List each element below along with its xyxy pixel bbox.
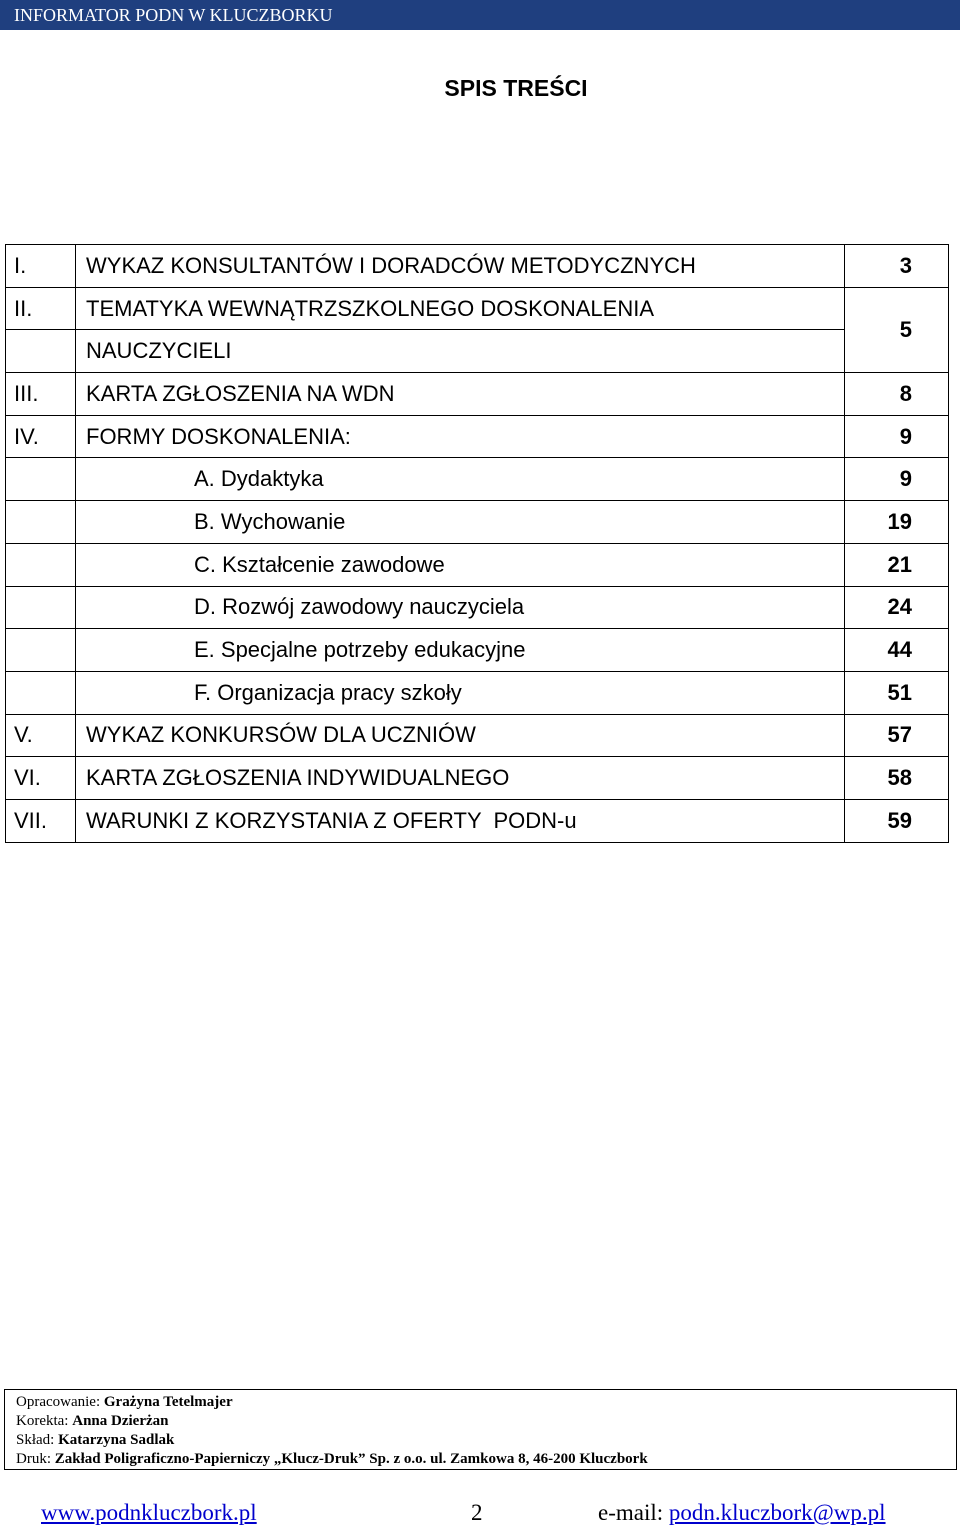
page-footer (0, 1497, 960, 1529)
credits-label: Druk: (16, 1451, 51, 1467)
credits-line-druk (16, 1450, 956, 1469)
toc-number: VI. (6, 757, 76, 800)
toc-page: 8 (845, 373, 949, 416)
toc-number (6, 458, 76, 501)
toc-page: 58 (845, 757, 949, 800)
page-title: SPIS TREŚCI (444, 75, 588, 101)
credits-box (4, 1389, 957, 1470)
credits-line-korekta (16, 1412, 956, 1431)
toc-number (6, 629, 76, 672)
toc-subsection-text: C. Kształcenie zawodowe (76, 543, 845, 586)
toc-subsection-text: F. Organizacja pracy szkoły (76, 671, 845, 714)
toc-page: 19 (845, 501, 949, 544)
credits-value: Zakład Poligraficzno-Papierniczy „Klucz-Druk” Sp. z o.o. ul. Zamkowa 8, 46-200 Kluczbork (54, 1451, 648, 1467)
toc-subrow (6, 629, 949, 672)
email-label: e-mail: (598, 1500, 664, 1525)
toc-row (6, 330, 949, 373)
toc-number-empty (6, 330, 76, 373)
toc-page: 44 (845, 629, 949, 672)
email-link[interactable]: podn.kluczbork@wp.pl (668, 1500, 886, 1525)
table-of-contents (5, 244, 949, 843)
toc-number: IV. (6, 415, 76, 458)
toc-text: KARTA ZGŁOSZENIA INDYWIDUALNEGO (76, 757, 845, 800)
running-header: INFORMATOR PODN W KLUCZBORKU (0, 0, 960, 30)
toc-subsection-text: A. Dydaktyka (76, 458, 845, 501)
website-link[interactable]: www.podnkluczbork.pl (41, 1500, 257, 1525)
toc-text: FORMY DOSKONALENIA: (76, 415, 845, 458)
toc-subsection-text: D. Rozwój zawodowy nauczyciela (76, 586, 845, 629)
toc-number (6, 671, 76, 714)
credits-value: Anna Dzierżan (72, 1413, 169, 1429)
toc-row (6, 757, 949, 800)
toc-page: 57 (845, 714, 949, 757)
toc-page: 3 (845, 245, 949, 288)
toc-row (6, 799, 949, 842)
credits-value: Grażyna Tetelmajer (103, 1394, 233, 1410)
toc-text: WYKAZ KONSULTANTÓW I DORADCÓW METODYCZNYCH (76, 245, 845, 288)
toc-text-line: TEMATYKA WEWNĄTRZSZKOLNEGO DOSKONALENIA (86, 295, 655, 321)
toc-number (6, 543, 76, 586)
toc-number: V. (6, 714, 76, 757)
toc-subrow (6, 586, 949, 629)
toc-number (6, 586, 76, 629)
toc-number: II. (6, 287, 76, 330)
toc-subsection-text: E. Specjalne potrzeby edukacyjne (76, 629, 845, 672)
toc-text: WARUNKI Z KORZYSTANIA Z OFERTY PODN-u (76, 799, 845, 842)
toc-row (6, 245, 949, 288)
credits-label: Korekta: (16, 1413, 69, 1429)
email-contact (598, 1497, 886, 1529)
page-number: 2 (471, 1500, 483, 1525)
toc-page: 9 (845, 415, 949, 458)
toc-number: VII. (6, 799, 76, 842)
toc-text-continued: NAUCZYCIELI (76, 330, 845, 373)
toc-row (6, 415, 949, 458)
toc-text (76, 287, 845, 330)
toc-subsection-text: B. Wychowanie (76, 501, 845, 544)
toc-number: I. (6, 245, 76, 288)
toc-row (6, 287, 949, 330)
toc-page: 51 (845, 671, 949, 714)
toc-number: III. (6, 373, 76, 416)
toc-page: 5 (845, 287, 949, 372)
credits-line-sklad (16, 1431, 956, 1450)
toc-number (6, 501, 76, 544)
credits-line-opracowanie (16, 1393, 956, 1412)
credits-label: Opracowanie: (16, 1394, 101, 1410)
toc-row (6, 373, 949, 416)
toc-page: 59 (845, 799, 949, 842)
toc-page: 9 (845, 458, 949, 501)
toc-row (6, 714, 949, 757)
toc-text: KARTA ZGŁOSZENIA NA WDN (76, 373, 845, 416)
toc-text: WYKAZ KONKURSÓW DLA UCZNIÓW (76, 714, 845, 757)
toc-subrow (6, 458, 949, 501)
credits-value: Katarzyna Sadlak (58, 1432, 175, 1448)
toc-page: 21 (845, 543, 949, 586)
toc-page: 24 (845, 586, 949, 629)
toc-subrow (6, 501, 949, 544)
toc-subrow (6, 671, 949, 714)
credits-label: Skład: (16, 1432, 55, 1448)
toc-subrow (6, 543, 949, 586)
